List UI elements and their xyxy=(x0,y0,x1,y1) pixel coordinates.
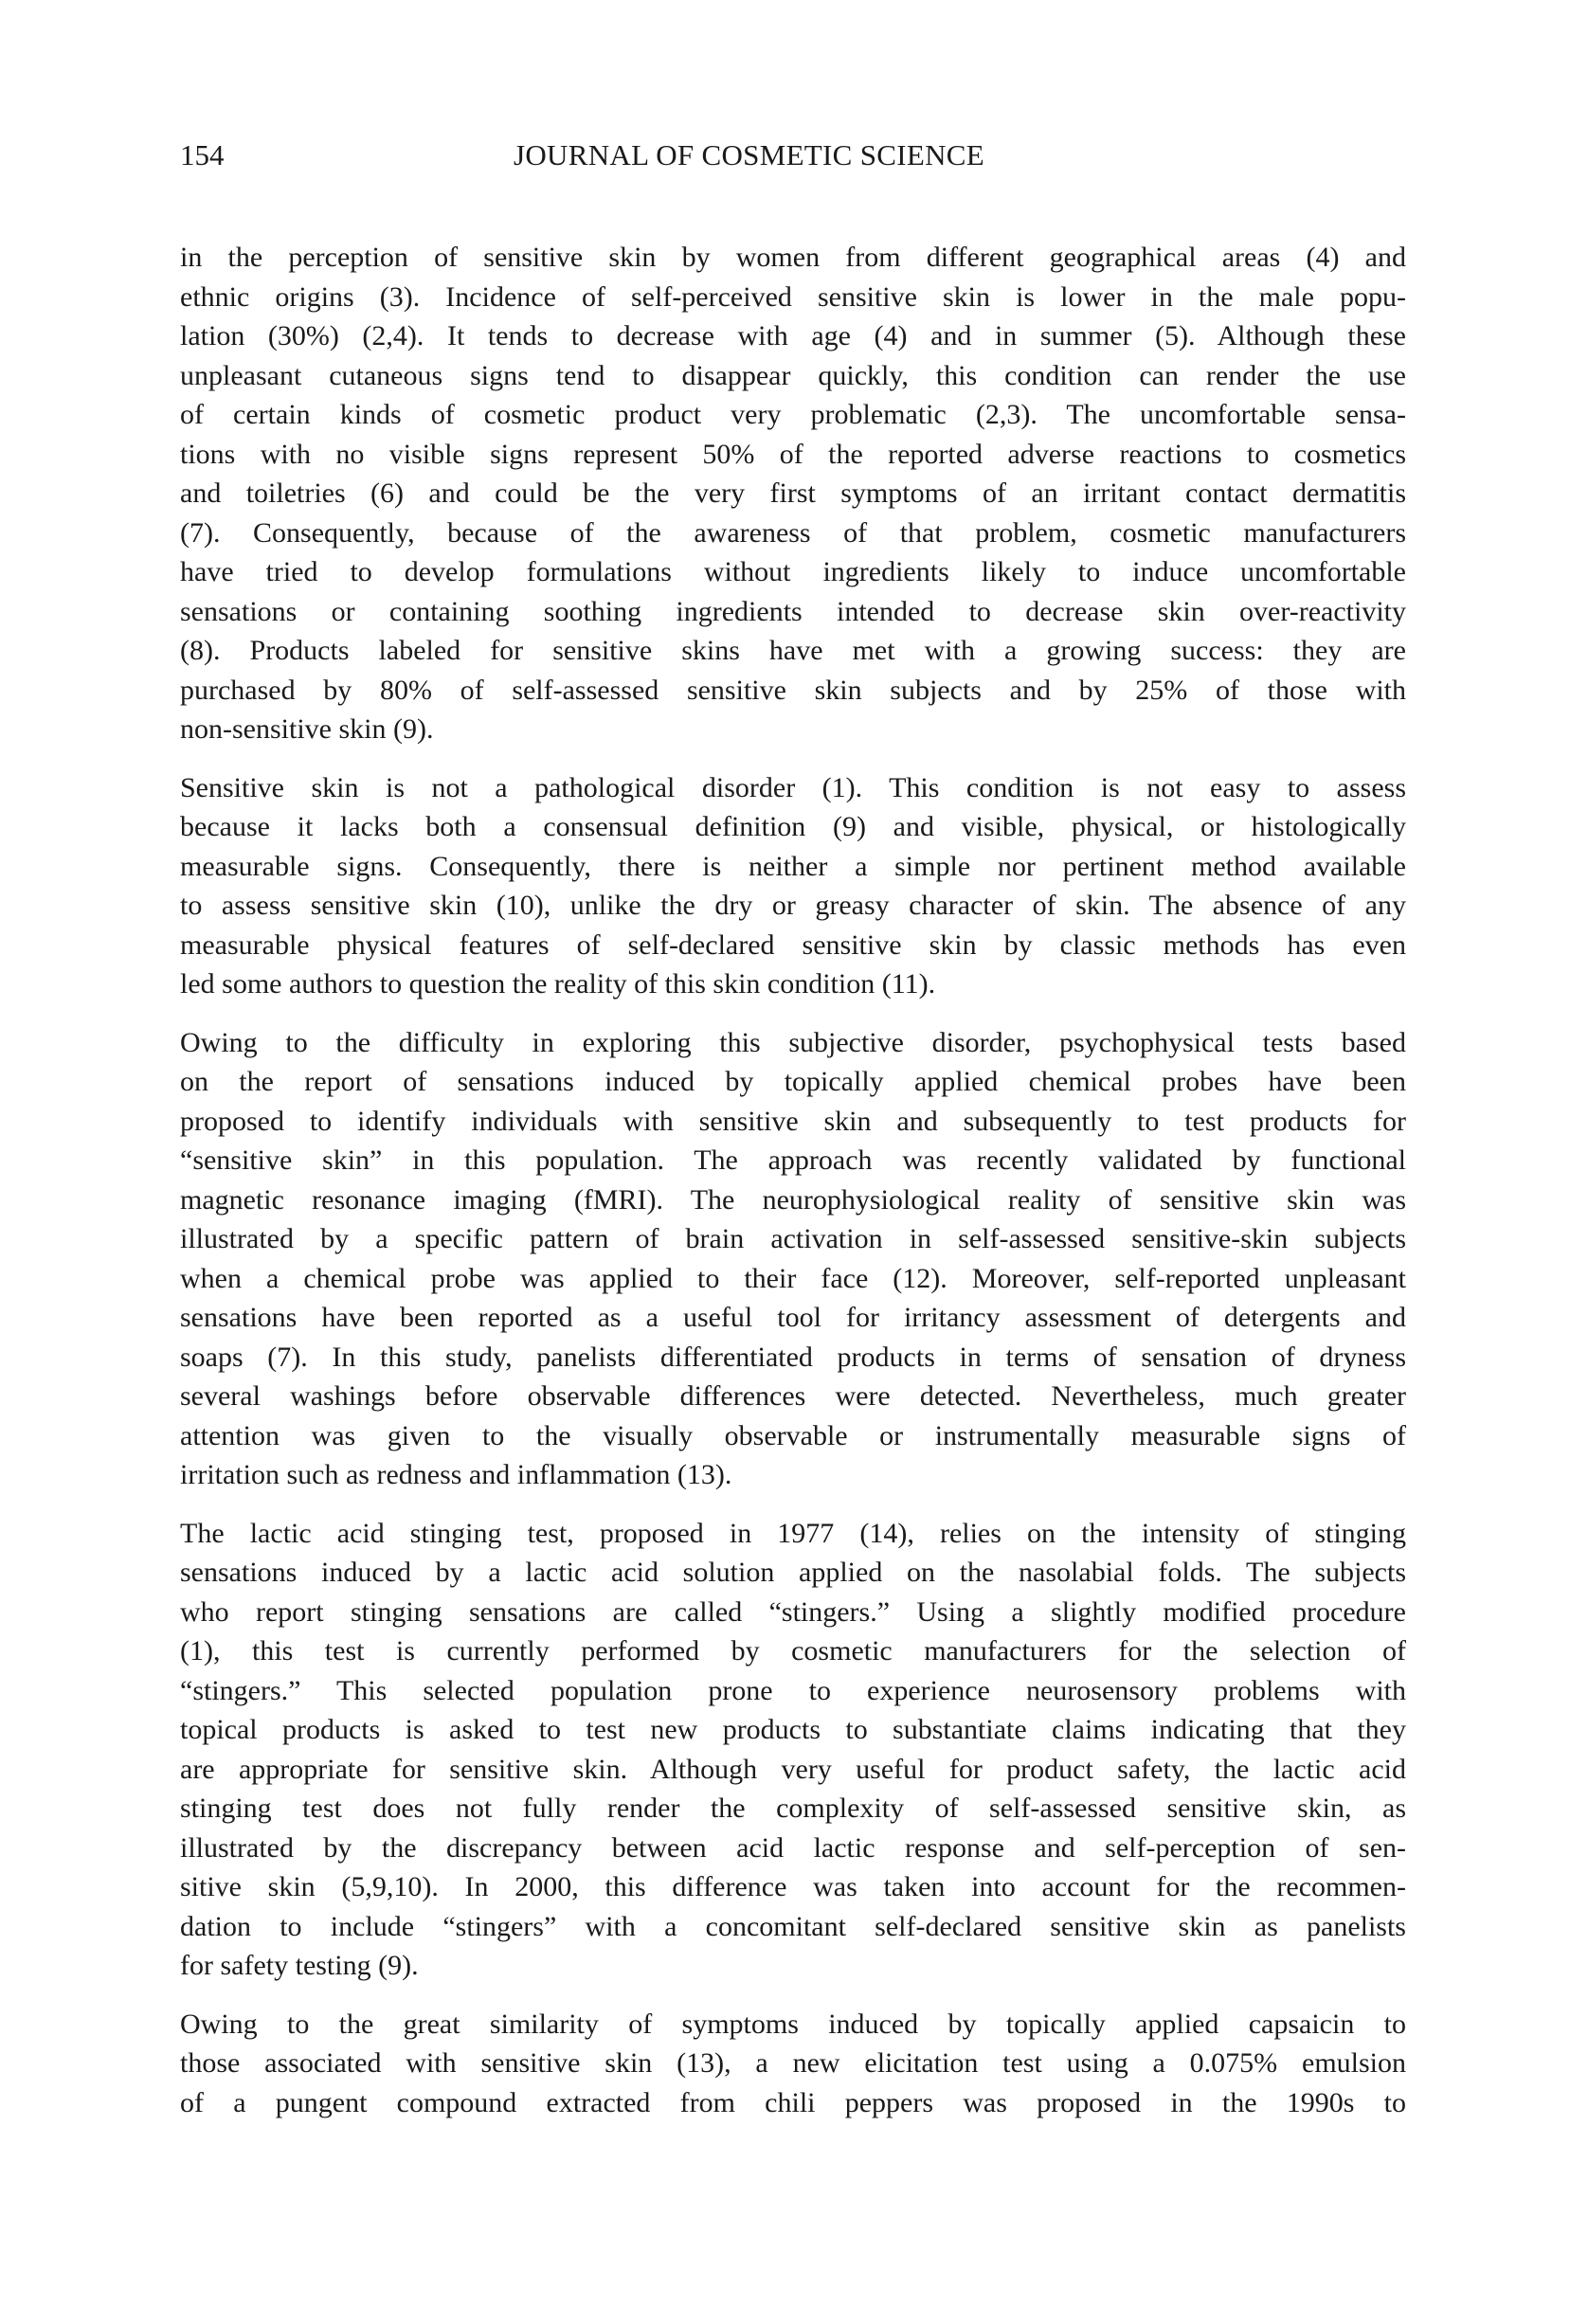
text-line: are appropriate for sensitive skin. Although very useful for product safety, the lactic acid xyxy=(180,1753,1406,1785)
text-line: sensations or containing soothing ingredients intended to decrease skin over-reactivity xyxy=(180,595,1406,627)
text-line: (1), this test is currently performed by cosmetic manufacturers for the selection of xyxy=(180,1635,1406,1666)
text-line: sensations induced by a lactic acid solution applied on the nasolabial folds. The subjects xyxy=(180,1557,1406,1588)
text-line: have tried to develop formulations without ingredients likely to induce uncomfortable xyxy=(180,556,1406,587)
text-line: of a pungent compound extracted from chili peppers was proposed in the 1990s to xyxy=(180,2086,1406,2118)
text-line: several washings before observable differences were detected. Nevertheless, much greater xyxy=(180,1380,1406,1412)
paragraph-not-pathological xyxy=(180,768,1406,1004)
paragraph-capsaicin-test xyxy=(180,2005,1406,2123)
paragraph-lactic-acid-test xyxy=(180,1514,1406,1986)
text-line: on the report of sensations induced by topically applied chemical probes have been xyxy=(180,1066,1406,1097)
text-line: non-sensitive skin (9). xyxy=(180,713,434,745)
text-line: those associated with sensitive skin (13), a new elicitation test using a 0.075% emulsion xyxy=(180,2047,1406,2079)
text-line: “sensitive skin” in this population. The approach was recently validated by functional xyxy=(180,1144,1406,1176)
text-line: in the perception of sensitive skin by women from different geographical areas (4) and xyxy=(180,242,1406,273)
text-line: Owing to the great similarity of symptoms induced by topically applied capsaicin to xyxy=(180,2008,1406,2040)
text-line: soaps (7). In this study, panelists differentiated products in terms of sensation of dryness xyxy=(180,1341,1406,1373)
text-line: (8). Products labeled for sensitive skins have met with a growing success: they are xyxy=(180,635,1406,666)
article-body xyxy=(180,238,1406,2141)
text-line: attention was given to the visually observable or instrumentally measurable signs of xyxy=(180,1419,1406,1451)
journal-title: JOURNAL OF COSMETIC SCIENCE xyxy=(514,138,984,171)
text-line: ethnic origins (3). Incidence of self-perceived sensitive skin is lower in the male popu- xyxy=(180,280,1406,313)
text-line: because it lacks both a consensual definition (9) and visible, physical, or histologically xyxy=(180,811,1406,842)
text-line: Owing to the difficulty in exploring this subjective disorder, psychophysical tests based xyxy=(180,1026,1406,1058)
text-line: led some authors to question the reality of this skin condition (11). xyxy=(180,968,936,1000)
text-line: measurable physical features of self-declared sensitive skin by classic methods has even xyxy=(180,928,1406,961)
text-line: sitive skin (5,9,10). In 2000, this difference was taken into account for the recommen- xyxy=(180,1871,1406,1902)
paragraph-psychophysical-tests xyxy=(180,1023,1406,1495)
text-line: tions with no visible signs represent 50% of the reported adverse reactions to cosmetics xyxy=(180,438,1406,470)
text-line: illustrated by the discrepancy between acid lactic response and self-perception of sen- xyxy=(180,1831,1406,1864)
text-line: when a chemical probe was applied to their face (12). Moreover, self-reported unpleasant xyxy=(180,1262,1406,1294)
paragraph-sensitive-skin-prevalence xyxy=(180,238,1406,749)
text-line: purchased by 80% of self-assessed sensitive skin subjects and by 25% of those with xyxy=(180,674,1406,706)
text-line: irritation such as redness and inflammation (13). xyxy=(180,1459,732,1490)
text-line: sensations have been reported as a useful tool for irritancy assessment of detergents and xyxy=(180,1302,1406,1333)
text-line: topical products is asked to test new products to substantiate claims indicating that they xyxy=(180,1714,1406,1745)
page-number: 154 xyxy=(180,138,225,171)
text-line: proposed to identify individuals with sensitive skin and subsequently to test products for xyxy=(180,1105,1406,1137)
text-line: and toiletries (6) and could be the very first symptoms of an irritant contact dermatitis xyxy=(180,477,1406,509)
text-line: for safety testing (9). xyxy=(180,1950,419,1981)
text-line: of certain kinds of cosmetic product very problematic (2,3). The uncomfortable sensa- xyxy=(180,399,1406,430)
text-line: lation (30%) (2,4). It tends to decrease with age (4) and in summer (5). Although these xyxy=(180,320,1406,351)
text-line: to assess sensitive skin (10), unlike the dry or greasy character of skin. The absence of any xyxy=(180,890,1406,921)
text-line: magnetic resonance imaging (fMRI). The neurophysiological reality of sensitive skin was xyxy=(180,1183,1406,1216)
text-line: “stingers.” This selected population prone to experience neurosensory problems with xyxy=(180,1674,1406,1706)
text-line: (7). Consequently, because of the awareness of that problem, cosmetic manufacturers xyxy=(180,516,1406,549)
text-line: illustrated by a specific pattern of brain activation in self-assessed sensitive-skin subjects xyxy=(180,1223,1406,1254)
text-line: Sensitive skin is not a pathological disorder (1). This condition is not easy to assess xyxy=(180,771,1406,803)
text-line: who report stinging sensations are called “stingers.” Using a slightly modified procedure xyxy=(180,1595,1406,1628)
text-line: measurable signs. Consequently, there is neither a simple nor pertinent method available xyxy=(180,850,1406,882)
text-line: stinging test does not fully render the complexity of self-assessed sensitive skin, as xyxy=(180,1793,1406,1824)
text-line: The lactic acid stinging test, proposed in 1977 (14), relies on the intensity of stinging xyxy=(180,1517,1406,1549)
text-line: dation to include “stingers” with a concomitant self-declared sensitive skin as panelists xyxy=(180,1910,1406,1942)
text-line: unpleasant cutaneous signs tend to disappear quickly, this condition can render the use xyxy=(180,359,1406,391)
running-header xyxy=(180,135,1406,176)
